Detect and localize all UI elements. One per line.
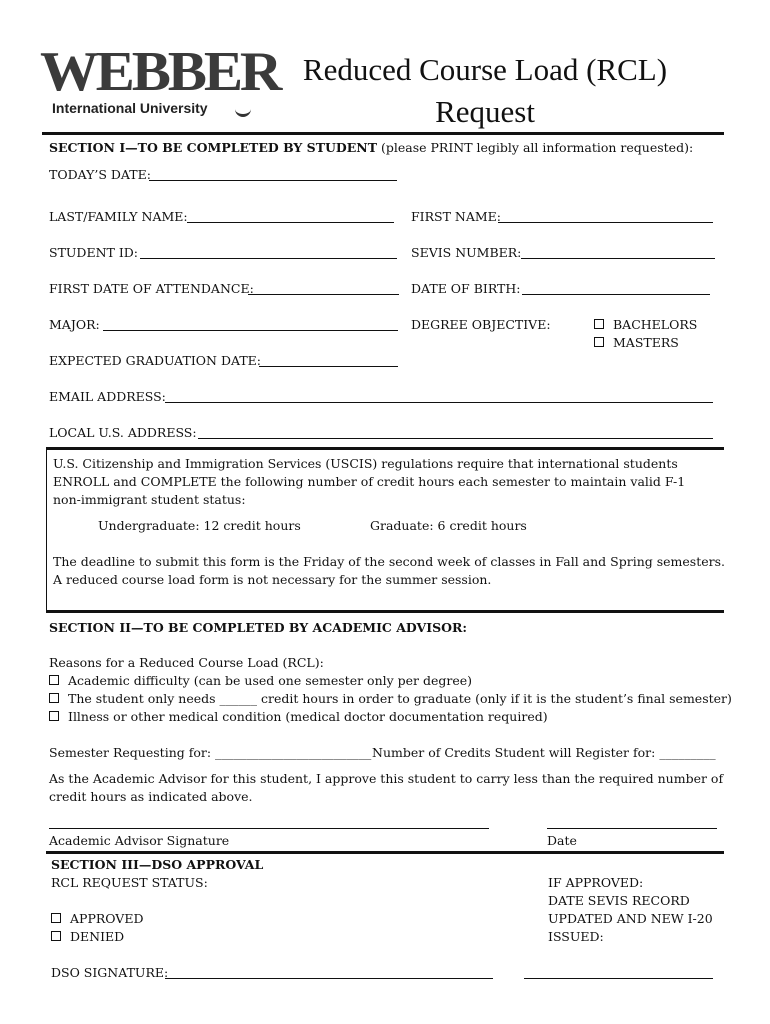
email-field[interactable]	[165, 402, 713, 403]
local-address-field[interactable]	[198, 438, 713, 439]
approved-checkbox[interactable]	[51, 913, 61, 923]
advisor-approval-line2: credit hours as indicated above.	[49, 789, 253, 804]
advisor-date-field[interactable]	[547, 828, 717, 829]
advisor-date-label: Date	[547, 833, 577, 848]
last-name-field[interactable]	[187, 222, 394, 223]
reason-final-semester-label: The student only needs ______ credit hours in order to graduate (only if it is the student’s final semester)	[68, 691, 732, 706]
semester-requesting[interactable]: Semester Requesting for: _________________________	[49, 745, 372, 760]
todays-date-label: TODAY’S DATE:	[49, 167, 151, 182]
student-id-label: STUDENT ID:	[49, 245, 139, 260]
graduate-hours: Graduate: 6 credit hours	[370, 518, 527, 533]
first-date-label: FIRST DATE OF ATTENDANCE:	[49, 281, 254, 296]
reasons-heading: Reasons for a Reduced Course Load (RCL):	[49, 655, 324, 670]
reason-final-semester[interactable]	[49, 691, 732, 706]
notice-line1: U.S. Citizenship and Immigration Services (USCIS) regulations require that international students	[53, 456, 678, 471]
grad-date-label: EXPECTED GRADUATION DATE:	[49, 353, 261, 368]
section3-rule	[46, 851, 724, 854]
if-approved-line3: UPDATED AND NEW I-20	[548, 911, 713, 926]
logo-name: WEBBER	[40, 41, 280, 103]
bachelors-label: BACHELORS	[613, 317, 698, 332]
reason-medical-label: Illness or other medical condition (medical doctor documentation required)	[68, 709, 548, 724]
dso-signature-field[interactable]	[165, 978, 493, 979]
deadline-line1: The deadline to submit this form is the Friday of the second week of classes in Fall and Spring semesters.	[53, 554, 725, 569]
reason-medical-checkbox[interactable]	[49, 711, 59, 721]
advisor-approval-line1: As the Academic Advisor for this student, I approve this student to carry less than the required number of	[49, 771, 724, 786]
form-title-line1: Reduced Course Load (RCL)	[302, 52, 668, 87]
denied-label: DENIED	[70, 929, 125, 944]
logo-subtitle: International University	[52, 100, 208, 116]
notice-left-rule	[46, 447, 47, 613]
notice-top-rule	[46, 447, 724, 450]
undergrad-hours: Undergraduate: 12 credit hours	[98, 518, 301, 533]
advisor-signature-field[interactable]	[49, 828, 489, 829]
notice-line3: non-immigrant student status:	[53, 492, 246, 507]
first-name-field[interactable]	[498, 222, 713, 223]
dob-label: DATE OF BIRTH:	[411, 281, 521, 296]
local-address-label: LOCAL U.S. ADDRESS:	[49, 425, 197, 440]
degree-objective-label: DEGREE OBJECTIVE:	[411, 317, 551, 332]
logo-swoosh	[235, 104, 251, 117]
sevis-number-label: SEVIS NUMBER:	[411, 245, 522, 260]
major-field[interactable]	[103, 330, 398, 331]
reason-academic-checkbox[interactable]	[49, 675, 59, 685]
email-label: EMAIL ADDRESS:	[49, 389, 166, 404]
major-label: MAJOR:	[49, 317, 100, 332]
denied-checkbox[interactable]	[51, 931, 61, 941]
masters-label: MASTERS	[613, 335, 679, 350]
todays-date-field[interactable]	[149, 180, 397, 181]
number-of-credits[interactable]: Number of Credits Student will Register for: _________	[372, 745, 716, 760]
rcl-status-label: RCL REQUEST STATUS:	[51, 875, 208, 890]
reason-academic[interactable]	[49, 673, 472, 688]
masters-checkbox[interactable]	[594, 337, 604, 347]
dso-date-field[interactable]	[524, 978, 713, 979]
deadline-line2: A reduced course load form is not necessary for the summer session.	[53, 572, 492, 587]
university-logo	[40, 40, 280, 120]
if-approved-line1: IF APPROVED:	[548, 875, 644, 890]
grad-date-field[interactable]	[259, 366, 398, 367]
first-name-label: FIRST NAME:	[411, 209, 501, 224]
masters-option[interactable]	[594, 335, 679, 350]
bachelors-checkbox[interactable]	[594, 319, 604, 329]
sevis-number-field[interactable]	[521, 258, 715, 259]
last-name-label: LAST/FAMILY NAME:	[49, 209, 188, 224]
section3-heading: SECTION III—DSO APPROVAL	[51, 857, 264, 872]
header-divider	[42, 132, 724, 135]
notice-line2: ENROLL and COMPLETE the following number of credit hours each semester to maintain valid F-1	[53, 474, 686, 489]
section2-rule	[46, 610, 724, 613]
student-id-field[interactable]	[140, 258, 397, 259]
approved-label: APPROVED	[70, 911, 144, 926]
approved-option[interactable]	[51, 911, 143, 926]
dob-field[interactable]	[522, 294, 710, 295]
section1-heading-note: (please PRINT legibly all information requested):	[381, 140, 694, 155]
section1-heading-title: SECTION I—TO BE COMPLETED BY STUDENT	[49, 140, 378, 155]
bachelors-option[interactable]	[594, 317, 697, 332]
if-approved-line4: ISSUED:	[548, 929, 604, 944]
reason-final-semester-checkbox[interactable]	[49, 693, 59, 703]
denied-option[interactable]	[51, 929, 124, 944]
dso-signature-label: DSO SIGNATURE:	[51, 965, 169, 980]
if-approved-line2: DATE SEVIS RECORD	[548, 893, 690, 908]
reason-medical[interactable]	[49, 709, 548, 724]
form-title-line2: Request	[435, 94, 535, 129]
section2-heading: SECTION II—TO BE COMPLETED BY ACADEMIC ADVISOR:	[49, 620, 468, 635]
section1-heading	[49, 140, 693, 155]
first-date-field[interactable]	[248, 294, 399, 295]
advisor-signature-label: Academic Advisor Signature	[49, 833, 230, 848]
reason-academic-label: Academic difficulty (can be used one semester only per degree)	[68, 673, 473, 688]
